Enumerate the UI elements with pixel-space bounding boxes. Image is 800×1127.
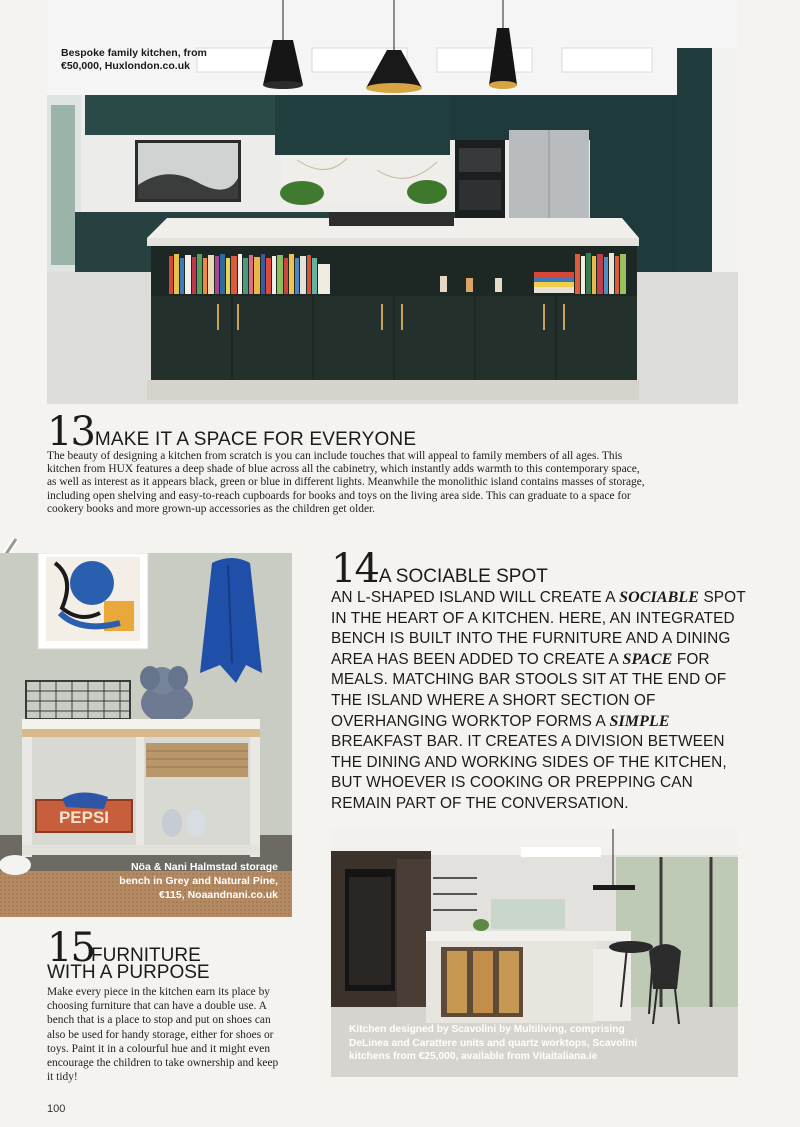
body-text: BREAKFAST BAR. IT CREATES A DIVISION BETWEEN THE DINING AND WORKING SIDES OF THE KITCHEN, BUT WHOEVER IS COOKING OR PREPPING CAN REMAIN PART OF THE CONVERSATION. bbox=[331, 733, 727, 812]
emphasis-word: SOCIABLE bbox=[619, 589, 700, 606]
body-text: SPOT IN THE HEART OF A KITCHEN. HERE, AN INTEGRATED BENCH IS BUILT INTO THE FURNITURE AND A DINING AREA HAS BEEN ADDED TO CREATE A bbox=[331, 589, 746, 668]
emphasis-word: SPACE bbox=[622, 650, 673, 668]
bench-photo-caption: Nöa & Nani Halmstad storage bench in Grey and Natural Pine, €115, Noaandnani.co.uk bbox=[119, 861, 278, 901]
storage-bench-photo bbox=[0, 553, 292, 917]
body-text: AN L-SHAPED ISLAND WILL CREATE A bbox=[331, 589, 620, 606]
section-15 bbox=[47, 925, 287, 1084]
section-13 bbox=[47, 409, 647, 516]
scavolini-kitchen-photo bbox=[331, 829, 738, 1077]
section-number: 13 bbox=[47, 409, 94, 455]
section-title: MAKE IT A SPACE FOR EVERYONE bbox=[94, 429, 417, 450]
crate-label: PEPSI bbox=[58, 808, 110, 827]
section-15-body: Make every piece in the kitchen earn its place by choosing furniture that can have a double use. A bench that is a place to stop and put on shoes can also be used for handy storage, either for shoes or toys. Paint it in a colourful hue and it might even encourage the children to take ownership and keep it tidy! bbox=[47, 986, 279, 1084]
body-text: FOR MEALS. MATCHING BAR STOOLS SIT AT THE END OF THE ISLAND WHERE A SHORT SECTION OF OVERHANGING WORKTOP FORMS A bbox=[331, 650, 727, 730]
section-14-body bbox=[331, 588, 751, 815]
section-13-heading bbox=[47, 409, 647, 455]
bookshelf-books-left bbox=[169, 254, 330, 294]
page-number: 100 bbox=[47, 1103, 66, 1115]
section-title: A SOCIABLE SPOT bbox=[378, 566, 548, 587]
scavolini-photo-caption: Kitchen designed by Scavolini by Multiliving, comprising DeLinea and Carattere units and quartz worktops, Scavolini kitchens from €25,000, available from Vitaitaliana.ie bbox=[349, 1024, 638, 1063]
section-14-heading bbox=[331, 546, 751, 592]
section-title-line-1: FURNITURE bbox=[91, 945, 201, 966]
section-title-line-2: WITH A PURPOSE bbox=[47, 962, 210, 983]
section-number: 15 bbox=[47, 925, 94, 971]
hero-photo-caption: Bespoke family kitchen, from €50,000, Huxlondon.co.uk bbox=[61, 47, 207, 72]
hero-kitchen-photo bbox=[47, 0, 738, 404]
section-13-body: The beauty of designing a kitchen from scratch is you can include touches that will appeal to family members of all ages. This kitchen from HUX features a deep shade of blue across all the cabinetry, which instantly adds warmth to this contemporary space, as well as interest as it appears black, green or blue in different lights. Meanwhile the monolithic island contains masses of storage, including open shelving and easy-to-reach cupboards for books and toys on the living area side. This can graduate to a space for cookery books and more grown-up accessories as the children get older. bbox=[47, 450, 645, 515]
section-number: 14 bbox=[331, 546, 378, 592]
section-15-heading bbox=[47, 925, 287, 984]
section-14 bbox=[331, 546, 751, 815]
emphasis-word: SIMPLE bbox=[609, 712, 670, 730]
